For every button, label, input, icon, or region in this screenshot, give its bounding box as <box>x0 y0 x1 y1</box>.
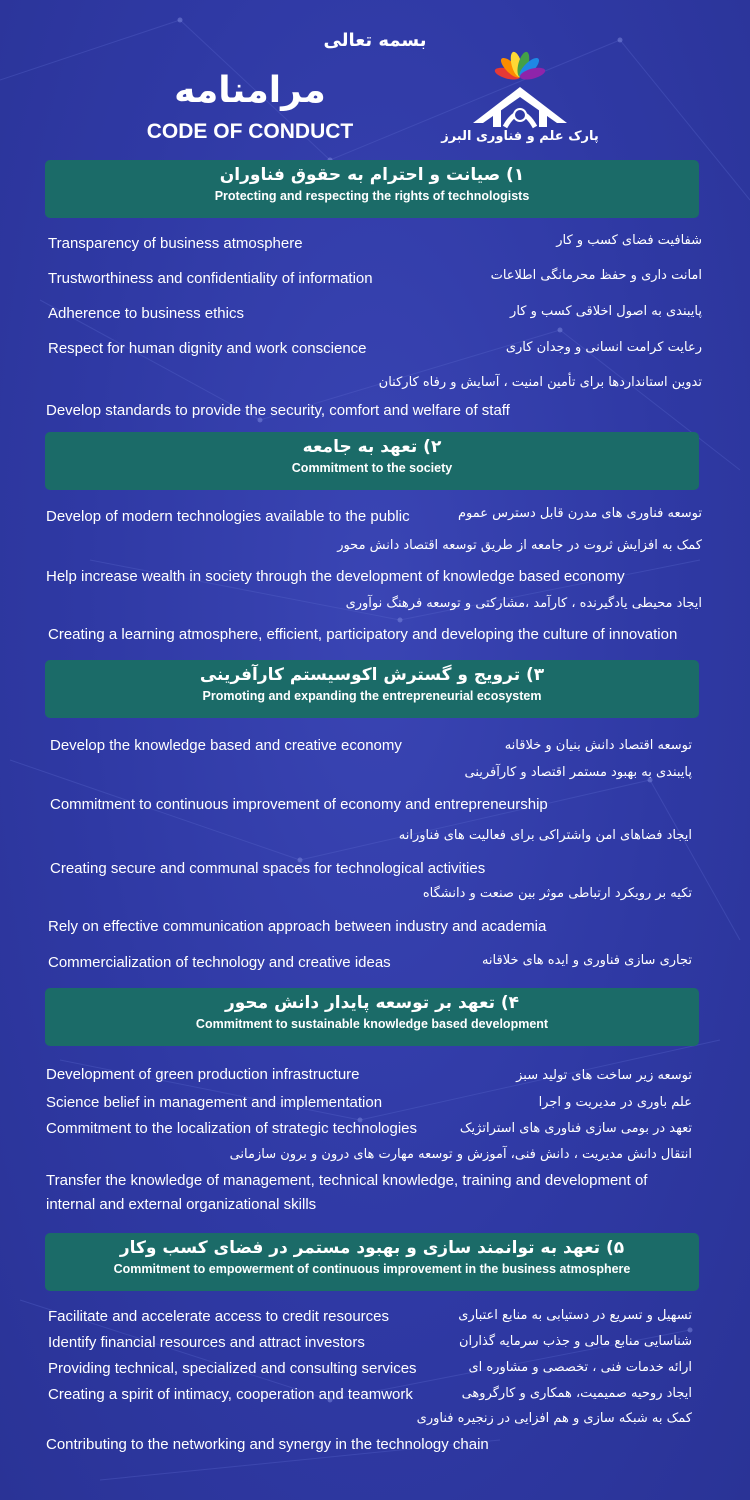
item-persian: تسهیل و تسریع در دستیابی به منابع اعتباری <box>458 1308 692 1323</box>
item-english: Creating a spirit of intimacy, cooperation and teamwork <box>48 1386 413 1403</box>
item-persian: توسعه فناوری های مدرن قابل دسترس عموم <box>457 506 702 521</box>
page-title-persian: مرامنامه <box>174 70 326 111</box>
item-english: Identify financial resources and attract investors <box>48 1334 365 1351</box>
item-english: Trustworthiness and confidentiality of information <box>48 270 373 287</box>
item-english: Facilitate and accelerate access to credit resources <box>48 1308 389 1325</box>
logo-caption: پارک علم و فناوری البرز <box>441 129 599 144</box>
item-persian: ایجاد محیطی یادگیرنده ، کارآمد ،مشارکتی و توسعه فرهنگ نوآوری <box>345 596 702 611</box>
item-english: Development of green production infrastructure <box>46 1066 360 1083</box>
item-english-continued: internal and external organizational skills <box>46 1196 317 1213</box>
section-3-header <box>45 660 699 718</box>
item-persian: تکیه بر رویکرد ارتباطی موثر بین صنعت و دانشگاه <box>422 886 692 901</box>
section-title-english: Commitment to sustainable knowledge based development <box>195 1017 549 1031</box>
section-title-persian: ۲) تعهد به جامعه <box>302 437 442 457</box>
item-persian: ارائه خدمات فنی ، تخصصی و مشاوره ای <box>468 1360 692 1375</box>
item-persian: شناسایی منابع مالی و جذب سرمایه گذاران <box>459 1334 692 1349</box>
item-persian: امانت داری و حفظ محرمانگی اطلاعات <box>490 268 702 283</box>
section-title-english: Protecting and respecting the rights of technologists <box>214 189 530 203</box>
page-title-english: CODE OF CONDUCT <box>146 120 354 143</box>
item-english: Commitment to continuous improvement of economy and entrepreneurship <box>50 796 548 813</box>
section-title-english: Commitment to empowerment of continuous improvement in the business atmosphere <box>113 1262 631 1276</box>
item-english: Commitment to the localization of strategic technologies <box>46 1120 418 1137</box>
item-persian: تدوین استانداردها برای تأمین امنیت ، آسایش و رفاه کارکنان <box>378 375 702 390</box>
section-4-header <box>45 988 699 1046</box>
item-english: Transfer the knowledge of management, technical knowledge, training and development of <box>46 1172 648 1189</box>
section-title-english: Commitment to the society <box>291 461 453 475</box>
section-1-header <box>45 160 699 218</box>
item-persian: توسعه اقتصاد دانش بنیان و خلاقانه <box>504 738 692 753</box>
item-english: Transparency of business atmosphere <box>48 235 303 252</box>
section-5-header <box>45 1233 699 1291</box>
section-title-persian: ۵) تعهد به توانمند سازی و بهبود مستمر در فضای کسب وکار <box>119 1238 625 1258</box>
section-title-persian: ۳) ترویج و گسترش اکوسیستم کارآفرینی <box>199 665 545 685</box>
item-english: Adherence to business ethics <box>48 305 244 322</box>
item-persian: کمک به شبکه سازی و هم افزایی در زنجیره فناوری <box>416 1411 692 1426</box>
item-english: Contributing to the networking and synergy in the technology chain <box>46 1436 489 1453</box>
item-persian: علم باوری در مدیریت و اجرا <box>538 1095 692 1110</box>
item-persian: رعایت کرامت انسانی و وجدان کاری <box>505 340 702 355</box>
item-english: Develop of modern technologies available to the public <box>46 508 410 525</box>
item-english: Develop standards to provide the security, comfort and welfare of staff <box>46 402 510 419</box>
item-english: Providing technical, specialized and consulting services <box>48 1360 417 1377</box>
item-english: Help increase wealth in society through the development of knowledge based economy <box>46 568 625 585</box>
item-english: Develop the knowledge based and creative economy <box>50 737 402 754</box>
section-2-header <box>45 432 699 490</box>
item-persian: تجاری سازی فناوری و ایده های خلاقانه <box>481 953 692 968</box>
item-english: Commercialization of technology and creative ideas <box>48 954 391 971</box>
section-title-persian: ۱) صیانت و احترام به حقوق فناوران <box>219 165 525 185</box>
item-persian: شفافیت فضای کسب و کار <box>556 233 702 248</box>
item-english: Creating a learning atmosphere, efficient, participatory and developing the culture of innovation <box>48 626 678 643</box>
item-persian: ایجاد روحیه صمیمیت، همکاری و کارگروهی <box>461 1386 692 1401</box>
item-persian: کمک به افزایش ثروت در جامعه از طریق توسعه اقتصاد دانش محور <box>337 538 702 553</box>
section-title-persian: ۴) تعهد بر توسعه پایدار دانش محور <box>224 993 520 1013</box>
item-english: Science belief in management and implementation <box>46 1094 383 1111</box>
item-persian: پایبندی به اصول اخلاقی کسب و کار <box>510 304 702 319</box>
bismillah-heading: بسمه تعالی <box>323 30 427 51</box>
item-persian: ایجاد فضاهای امن واشتراکی برای فعالیت های فناورانه <box>398 828 692 843</box>
item-persian: تعهد در بومی سازی فناوری های استراتژیک <box>459 1121 692 1136</box>
item-english: Creating secure and communal spaces for technological activities <box>50 860 486 877</box>
item-persian: پایبندی به بهبود مستمر اقتصاد و کارآفرینی <box>464 765 692 780</box>
item-english: Respect for human dignity and work conscience <box>48 340 367 357</box>
item-english: Rely on effective communication approach between industry and academia <box>48 918 547 935</box>
item-persian: توسعه زیر ساخت های تولید سبز <box>516 1068 692 1083</box>
section-title-english: Promoting and expanding the entrepreneurial ecosystem <box>202 689 542 703</box>
item-persian: انتقال دانش مدیریت ، دانش فنی، آموزش و توسعه مهارت های درون و برون سازمانی <box>229 1147 692 1162</box>
